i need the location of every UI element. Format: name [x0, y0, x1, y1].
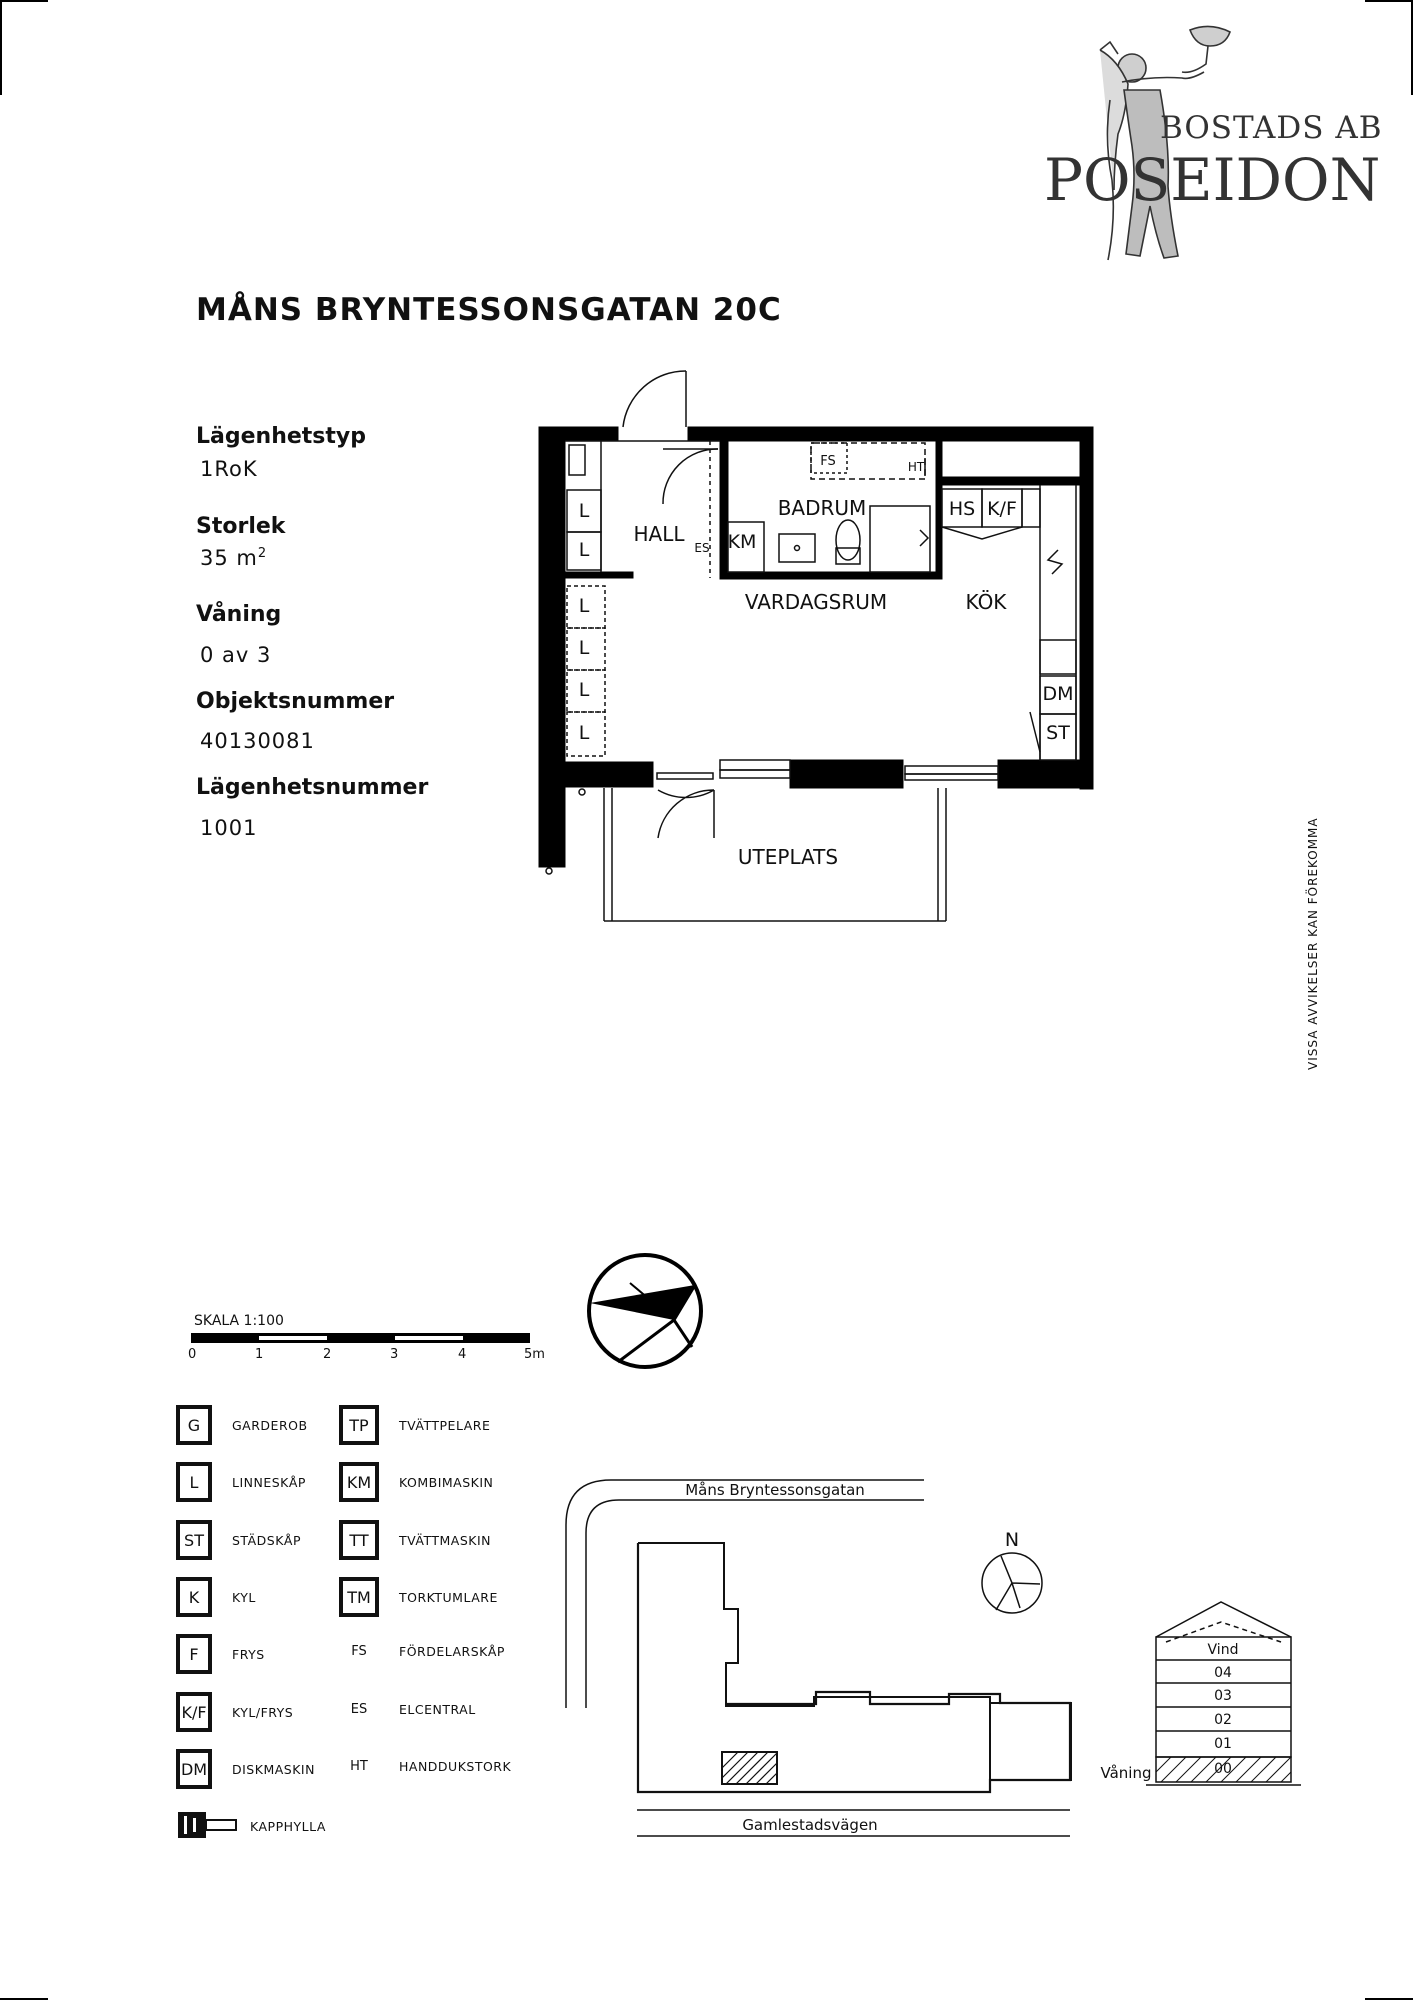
info-value-floor: 0 av 3: [200, 643, 272, 667]
scale-bar: [191, 1333, 530, 1343]
legend-code: TM: [339, 1577, 379, 1617]
wall: [565, 762, 653, 787]
coat-rack-legend-icon: [178, 1812, 236, 1838]
legend-code: ES: [350, 1702, 368, 1717]
legend-item: [339, 1405, 490, 1445]
info-label-floor: Våning: [196, 602, 282, 627]
north-label: N: [1004, 1529, 1020, 1551]
floor-level-label: Vind: [1207, 1642, 1239, 1658]
legend-text: STÄDSKÅP: [232, 1532, 301, 1548]
legend-code: TP: [339, 1405, 379, 1445]
floor-level-label: 04: [1214, 1665, 1232, 1681]
legend-text: TORKTUMLARE: [399, 1589, 498, 1605]
legend-text-kapphylla: KAPPHYLLA: [250, 1819, 326, 1834]
fixture-label-dm: DM: [1042, 683, 1074, 705]
info-label-size: Storlek: [196, 514, 286, 539]
wall: [720, 441, 728, 579]
kitchen-cabinet: [1040, 640, 1076, 674]
legend-item: [176, 1577, 256, 1617]
room-label-hall: HALL: [633, 522, 685, 546]
info-label-type: Lägenhetstyp: [196, 424, 366, 449]
legend-item: [339, 1577, 498, 1617]
scale-tick: 4: [458, 1347, 467, 1362]
coat-rack: [569, 445, 585, 475]
wall: [565, 572, 633, 578]
room-label-vardagsrum: VARDAGSRUM: [744, 590, 888, 614]
legend-code: G: [176, 1405, 212, 1445]
room-label-badrum: BADRUM: [777, 496, 867, 520]
fixture-label-hs: HS: [948, 498, 976, 520]
fixture-label-l: L: [578, 500, 590, 522]
site-plan: [566, 1480, 1071, 1836]
legend-code: KM: [339, 1462, 379, 1502]
legend-code: K: [176, 1577, 212, 1617]
legend-item: [176, 1405, 308, 1445]
north-arrow-icon: [982, 1553, 1042, 1613]
floor-level-label-current: 00: [1214, 1761, 1232, 1777]
site-plan-hatch: [722, 1752, 777, 1784]
scale-label: SKALA 1:100: [194, 1313, 284, 1329]
legend-code: TT: [339, 1520, 379, 1560]
legend-item: [176, 1749, 315, 1789]
fixture-label-st: ST: [1046, 722, 1070, 744]
fixture-label-l: L: [578, 595, 590, 617]
room-label-kok: KÖK: [965, 590, 1007, 614]
wall: [1082, 427, 1093, 487]
legend-text: KYL/FRYS: [232, 1704, 294, 1720]
legend-code: F: [176, 1634, 212, 1674]
wall: [936, 441, 942, 579]
wall: [539, 427, 565, 867]
legend-code: L: [176, 1462, 212, 1502]
legend-text: DISKMASKIN: [232, 1761, 315, 1777]
wall: [936, 477, 1081, 485]
fixture-label-kf: K/F: [987, 498, 1017, 520]
fixture-label-l: L: [578, 679, 590, 701]
info-label-object: Objektsnummer: [196, 689, 395, 714]
disclaimer-note: VISSA AVVIKELSER KAN FÖREKOMMA: [1306, 817, 1320, 1070]
info-value-object: 40130081: [200, 729, 315, 753]
scale-tick: 2: [323, 1347, 332, 1362]
fixture-label-l: L: [578, 539, 590, 561]
entrance-door-swing: [623, 371, 686, 427]
legend-item: [339, 1702, 476, 1717]
legend-text: ELCENTRAL: [399, 1702, 476, 1717]
size-unit-superscript: 2: [257, 546, 268, 561]
legend-text: LINNESKÅP: [232, 1474, 306, 1490]
legend-text: KYL: [232, 1589, 256, 1605]
legend-code: ST: [176, 1520, 212, 1560]
fixture-label-es: ES: [694, 541, 710, 555]
street-label-bottom: Gamlestadsvägen: [742, 1816, 878, 1834]
fixture-label-l: L: [578, 637, 590, 659]
legend-item: [176, 1692, 293, 1732]
legend-item: [339, 1759, 511, 1774]
brand-name-line1: BOSTADS AB: [1160, 110, 1383, 146]
legend-code: FS: [351, 1644, 367, 1659]
legend-item: [339, 1520, 491, 1560]
wall: [998, 760, 1093, 788]
legend-text: TVÄTTPELARE: [399, 1417, 491, 1433]
info-value-apartment: 1001: [200, 816, 258, 840]
floor-level-label: 02: [1214, 1712, 1232, 1728]
scale-tick: 1: [255, 1347, 264, 1362]
legend-text: FÖRDELARSKÅP: [399, 1644, 505, 1659]
legend-code: DM: [176, 1749, 212, 1789]
sink: [779, 534, 815, 562]
scale-tick: 5m: [524, 1347, 545, 1362]
info-value-type: 1RoK: [200, 457, 258, 481]
street-label-top: Måns Bryntessonsgatan: [685, 1481, 865, 1499]
legend-item: [176, 1520, 301, 1560]
legend-text: GARDEROB: [232, 1417, 308, 1433]
floor-level-label: 01: [1214, 1736, 1232, 1752]
compass-icon: [589, 1255, 701, 1367]
toilet: [836, 520, 860, 560]
legend-code: HT: [350, 1759, 368, 1774]
room-label-uteplats: UTEPLATS: [737, 845, 839, 869]
legend-text: HANDDUKSTORK: [399, 1759, 512, 1774]
legend-text: KOMBIMASKIN: [399, 1474, 494, 1490]
brand-name-line2: POSEIDON: [1044, 146, 1381, 214]
page-title: MÅNS BRYNTESSONSGATAN 20C: [196, 292, 782, 328]
legend-text: TVÄTTMASKIN: [399, 1532, 492, 1548]
fixture-label-ht: HT: [907, 460, 925, 474]
fixture-label-fs: FS: [820, 454, 836, 469]
info-label-apartment: Lägenhetsnummer: [196, 775, 429, 800]
floor-level-label: 03: [1214, 1688, 1232, 1704]
wall: [728, 572, 942, 579]
fixture-label-l: L: [578, 722, 590, 744]
legend-item: [339, 1462, 493, 1502]
legend-item: [176, 1634, 265, 1674]
fixture-label-km: KM: [727, 531, 757, 553]
scale-tick: 0: [188, 1347, 197, 1362]
shower: [870, 506, 930, 572]
wall: [688, 427, 1093, 441]
floor-diagram-label: Våning: [1100, 1764, 1152, 1782]
legend-item: [339, 1644, 505, 1659]
legend-text: FRYS: [232, 1646, 265, 1662]
scale-tick: 3: [390, 1347, 399, 1362]
size-number: 35 m: [200, 546, 258, 570]
wall: [790, 760, 903, 788]
legend-item: [176, 1462, 306, 1502]
legend-code: K/F: [176, 1692, 212, 1732]
